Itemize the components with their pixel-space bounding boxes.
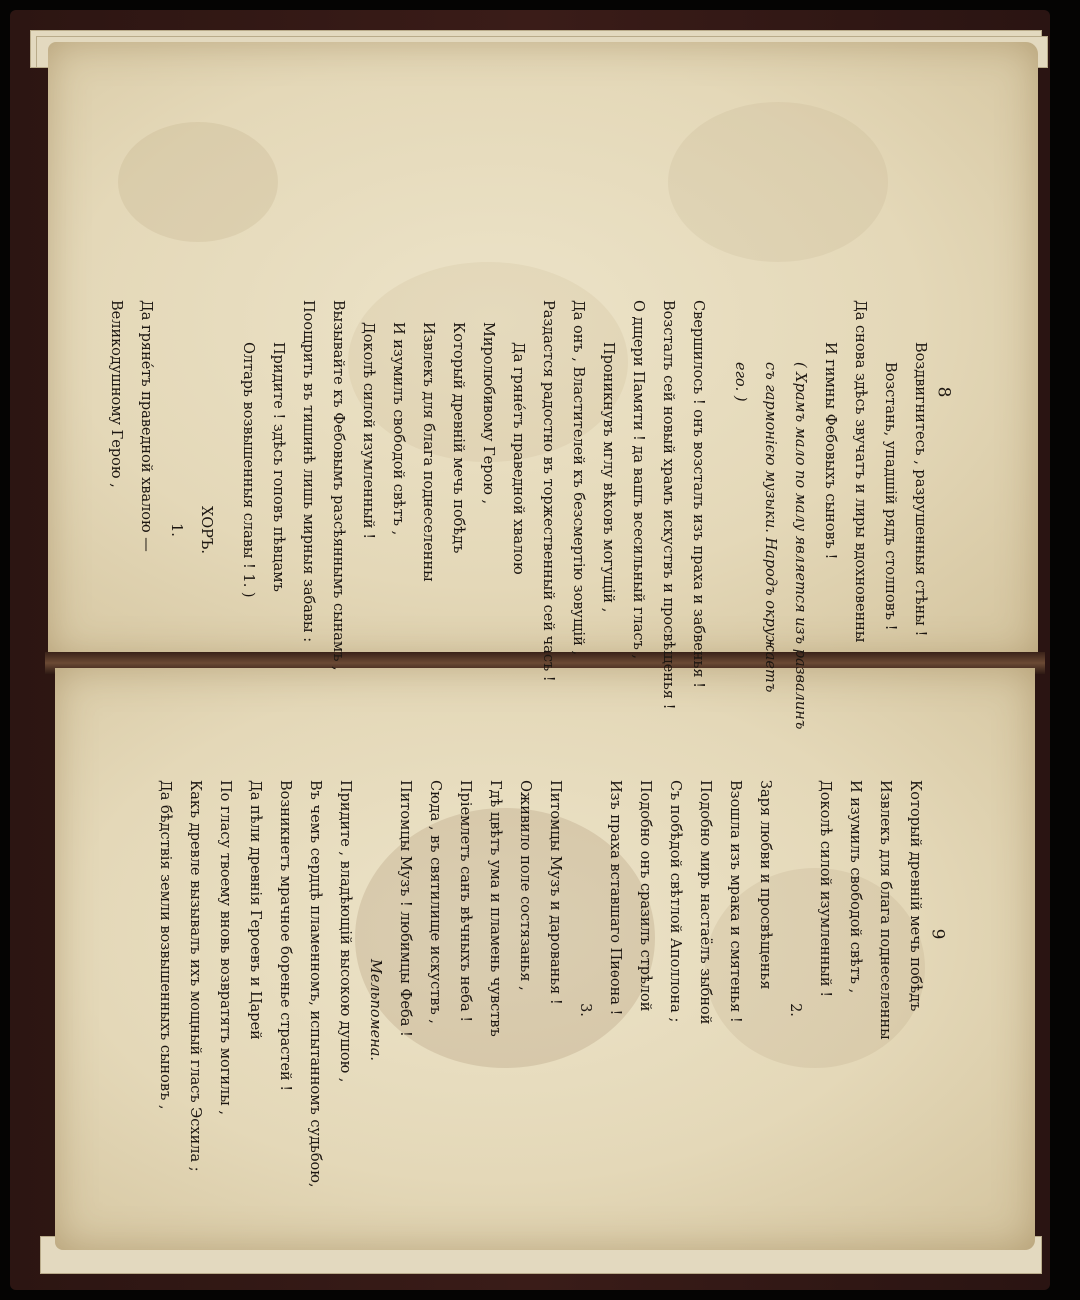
verse-line: Гдѣ цвѣтъ ума и пламень чувствъ xyxy=(487,780,503,1037)
verse-line: И изумилъ свободой свѣтъ , xyxy=(847,780,863,994)
verse-line: Да снова здѣсь звучатъ и лиры вдохновенны xyxy=(852,300,868,643)
verse-line: Заря любви и просвѣщенья xyxy=(757,780,773,990)
verse-line: Питомцы Музъ и дарованья ! xyxy=(547,780,563,1005)
verse-line: Придите ! здѣсь гоповъ пѣвцамъ xyxy=(270,342,286,592)
verse-line: По гласу твоему вновь возвратятъ могилы , xyxy=(217,780,233,1115)
verse-line: Который древній мечь побѣдъ xyxy=(450,322,466,554)
verse-line: Вызывайте къ Фебовымъ разсѣяннымъ сынамъ , xyxy=(330,300,346,671)
verse-line: Возникнетъ мрачное боренье страстей ! xyxy=(277,780,293,1092)
chorus-heading: ХОРЪ. xyxy=(198,505,214,555)
stanza-number: 1. xyxy=(168,523,184,537)
verse-line: Да гряне́тъ праведной хвалою — xyxy=(138,300,154,552)
page-number: 9 xyxy=(927,928,948,940)
verse-line: О дщери Памяти ! да вашъ всесильный гласъ , xyxy=(630,300,646,660)
verse-line: Извлекъ для блага поднеселенны xyxy=(877,780,893,1040)
character-heading: Мельпомена. xyxy=(367,958,383,1062)
stage-direction: ( Храмъ мало по малу является изъ развалинъ xyxy=(792,362,808,730)
verse-line: Извлекъ для блага поднеселенны xyxy=(420,322,436,582)
verse-line: Съ побѣдой свѣтлой Аполлона ; xyxy=(667,780,683,1023)
verse-line: Великодушному Герою , xyxy=(108,300,124,488)
verse-line: Свершилось ! онъ возсталъ изъ праха и забвенья ! xyxy=(690,300,706,689)
page-number: 8 xyxy=(933,386,954,398)
verse-line: Доколѣ силой изумленный ! xyxy=(360,322,376,540)
verse-line: Взошла изъ мрака и смятенья ! xyxy=(727,780,743,1023)
verse-line: Проникнувъ мглу вѣковъ могущій , xyxy=(600,342,616,613)
verse-line: Миролюбивому Герою , xyxy=(480,322,496,505)
verse-line: Придите , владѣющій высокою душою , xyxy=(337,780,353,1083)
verse-line: Подобно онъ сразилъ стрѣлой xyxy=(637,780,653,1012)
verse-line: Возсталъ сей новый храмъ искуствъ и просвѣщенья ! xyxy=(660,300,676,710)
verse-line: Олтарь возвышенныя славы ! 1. ) xyxy=(240,342,256,598)
verse-line: Да онъ , Властителей къ безсмертію зовущій , xyxy=(570,300,586,656)
stage-direction: его. ) xyxy=(732,362,748,402)
verse-line: Въ чемъ сердцѣ пламенномъ, испытанномъ судьбою, xyxy=(307,780,323,1188)
stage-direction: съ гармонією музыки. Народъ окружаетъ xyxy=(762,362,778,693)
verse-line: Питомцы Музъ ! любимцы Феба ! xyxy=(397,780,413,1037)
verse-line: Изъ праха вставшаго Пиѳона ! xyxy=(607,780,623,1016)
verse-line: И изумилъ свободой свѣтъ , xyxy=(390,322,406,536)
verse-line: Возстань, упадшій рядъ столповъ ! xyxy=(882,362,898,631)
verse-line: Раздастся радостно въ торжественный сей часъ ! xyxy=(540,300,556,682)
verse-line: Пріемлетъ санъ вѣчныхъ неба ! xyxy=(457,780,473,1023)
verse-line: Оживило поле состязанья , xyxy=(517,780,533,991)
stanza-number: 2. xyxy=(787,1003,803,1017)
verse-line: Сюда , въ святилище искуствъ , xyxy=(427,780,443,1024)
verse-line: Который древній мечь побѣдъ xyxy=(907,780,923,1012)
verse-line: Да гряне́тъ праведной хвалою xyxy=(510,342,526,575)
stanza-number: 3. xyxy=(577,1003,593,1017)
verse-line: Какъ древле вызывалъ ихъ мощный гласъ Эсхила ; xyxy=(187,780,203,1172)
verse-line: Да пѣли древнія Героевъ и Царей xyxy=(247,780,263,1040)
verse-line: Воздвигнитесь , разрушенныя стѣны ! xyxy=(912,342,928,637)
verse-line: Да бѣдствія земли возвышенныхъ сыновъ , xyxy=(157,780,173,1110)
page-8-text xyxy=(108,300,935,760)
page-9-text xyxy=(120,780,930,1240)
verse-line: Поощрить въ тишинѣ лишь мирныя забавы : xyxy=(300,300,316,643)
verse-line: И гимны Фебовыхъ сыновъ ! xyxy=(822,342,838,560)
verse-line: Доколѣ силой изумленный ! xyxy=(817,780,833,998)
verse-line: Подобно мирь настаёлъ зыбной xyxy=(697,780,713,1025)
